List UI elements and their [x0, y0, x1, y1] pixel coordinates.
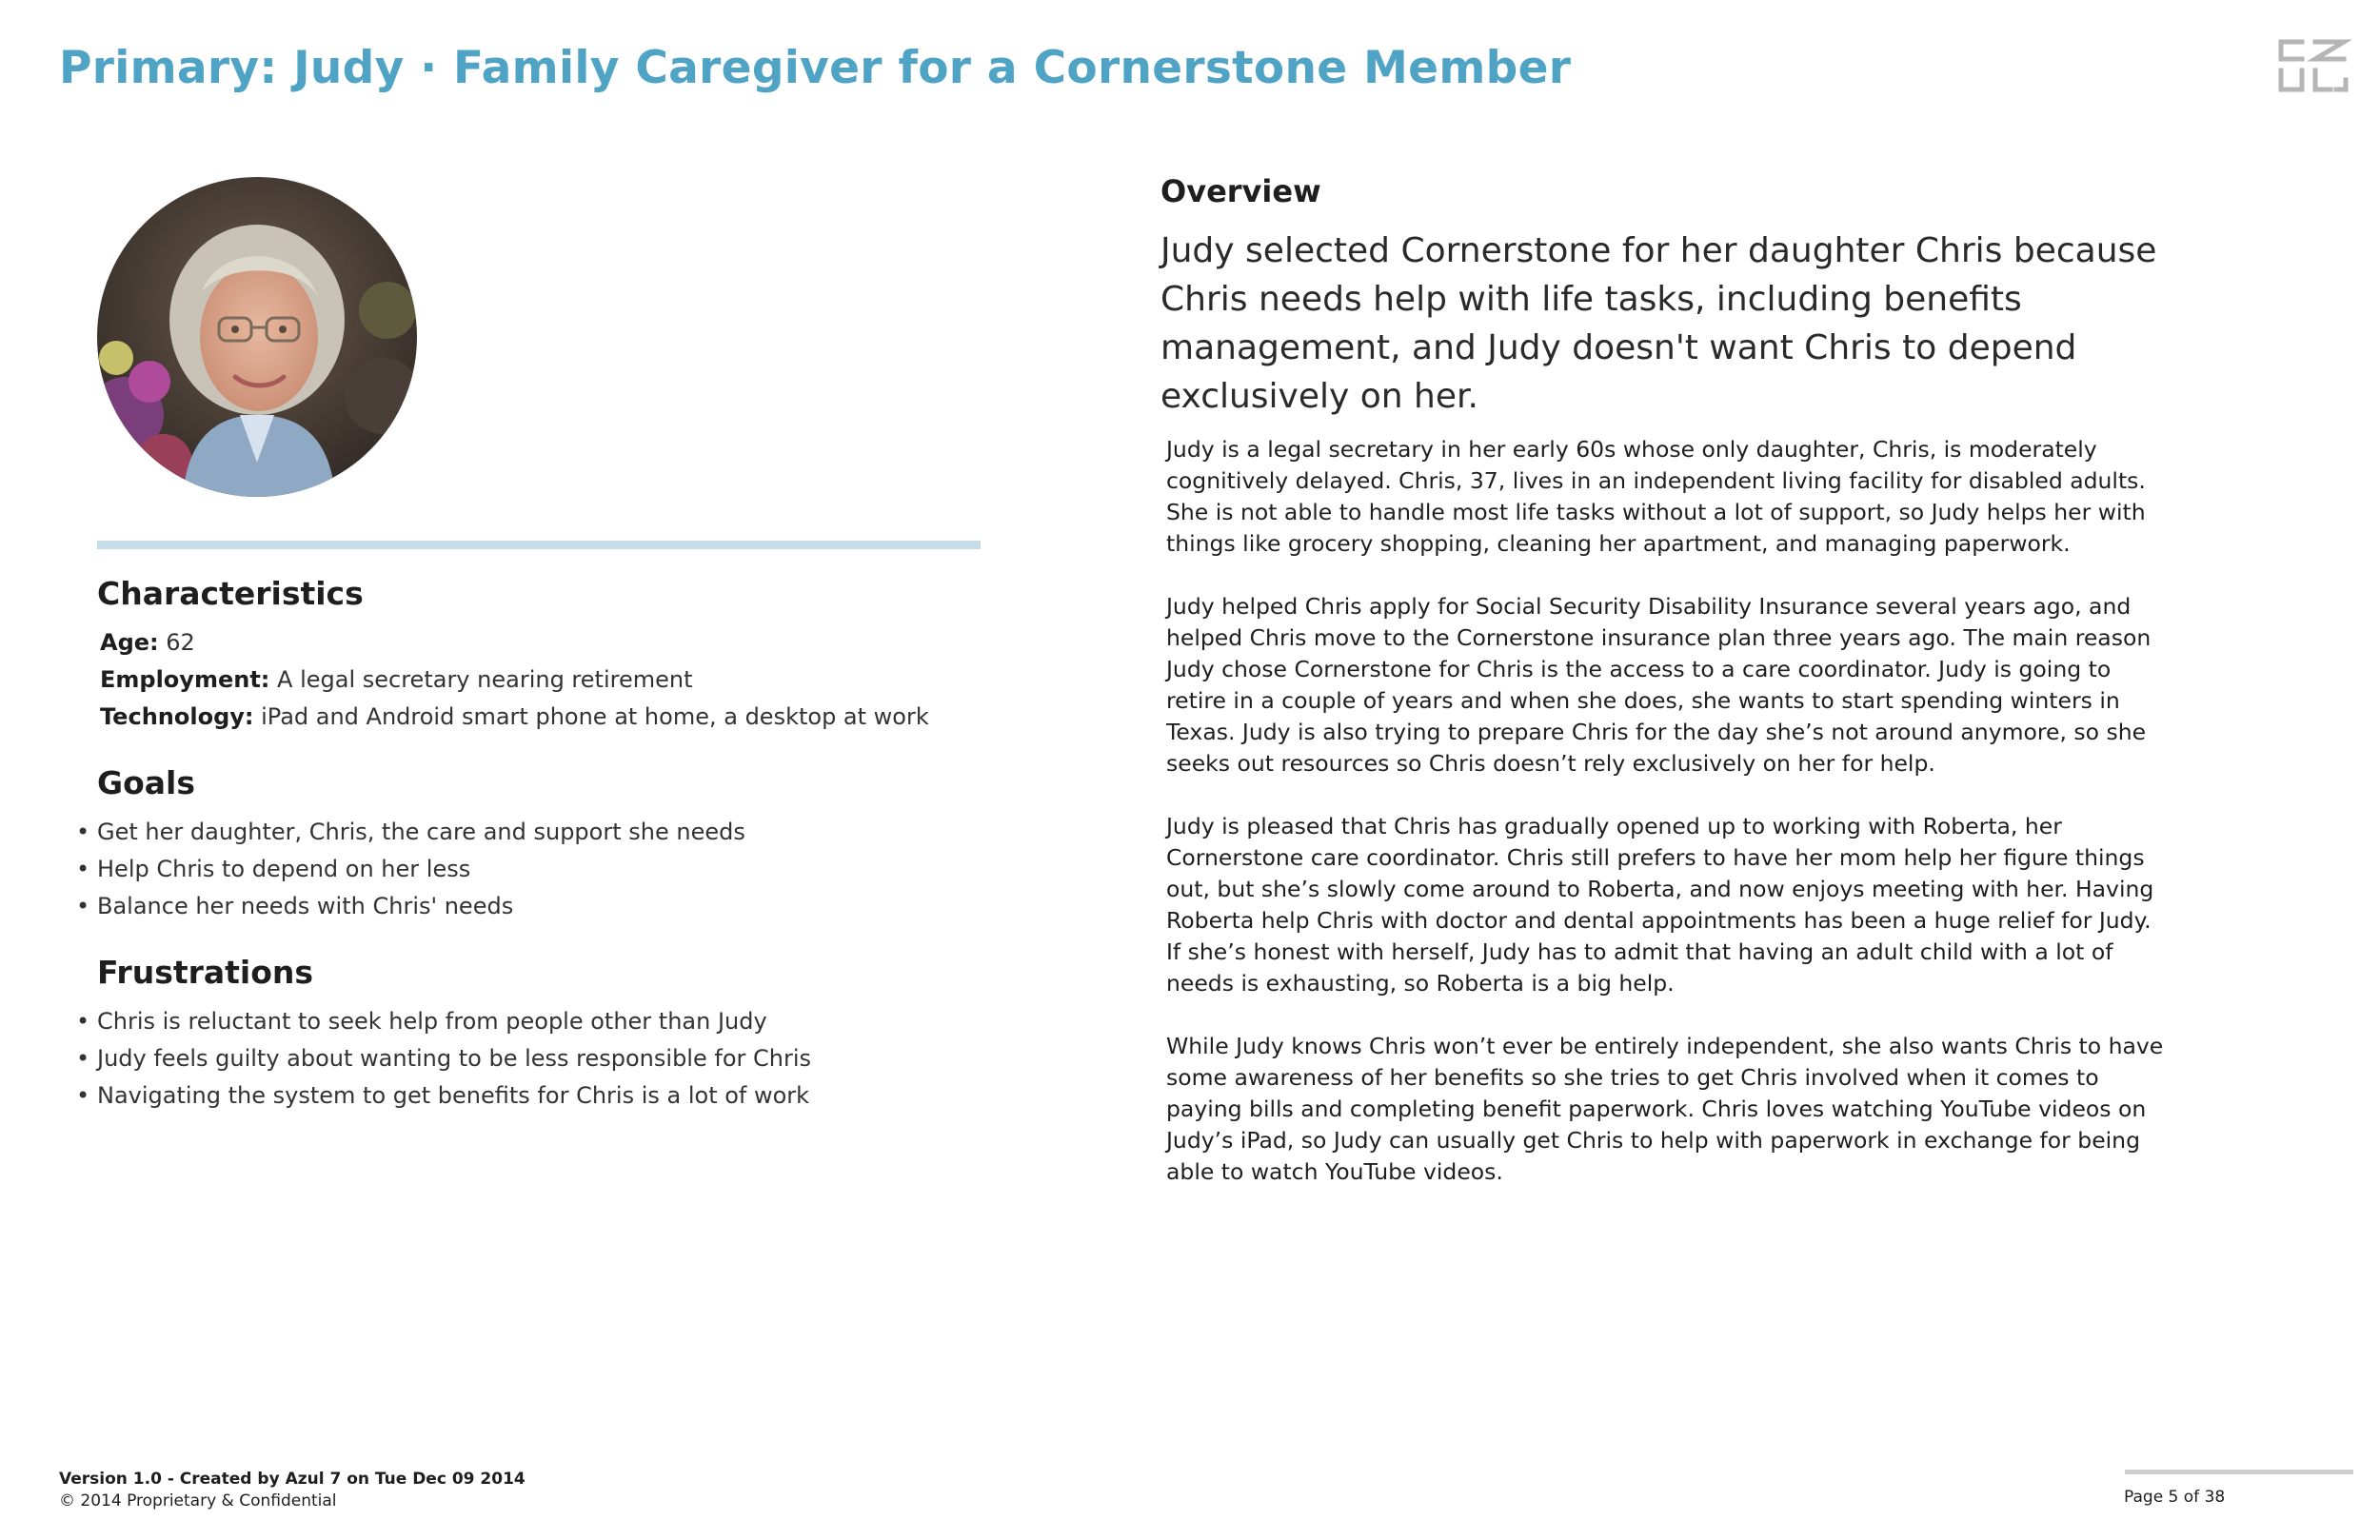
list-item [76, 1040, 1011, 1077]
list-item [76, 851, 1011, 888]
list-item [76, 1003, 1011, 1040]
technology-value: iPad and Android smart phone at home, a desktop at work [261, 703, 929, 730]
goals-list [76, 814, 1011, 925]
page-title: Primary: Judy · Family Caregiver for a Cornerstone Member [59, 42, 1572, 94]
persona-details [76, 571, 1011, 1115]
characteristics-heading: Characteristics [97, 575, 364, 612]
technology-label: Technology: [100, 703, 254, 730]
employment-value: A legal secretary nearing retirement [277, 666, 693, 693]
bullet-icon: • [76, 1082, 90, 1109]
overview-paragraph: While Judy knows Chris won’t ever be entirely independent, she also wants Chris to have some awareness of her benefits so she tries to get Chris involved when it comes to paying bills and completing benefit paperwork. Chris loves watching YouTube videos on Judy’s iPad, so Judy can usually get Chris to help with paperwork in exchange for being able to watch YouTube videos. [1166, 1033, 2164, 1185]
section-divider [97, 541, 981, 549]
persona-photo-icon [97, 177, 417, 497]
overview-paragraph: Judy is pleased that Chris has gradually opened up to working with Roberta, her Cornerstone care coordinator. Chris still prefers to have her mom help her figure things out, but she’s slowly come around to Roberta, and now enjoys meeting with her. Having Roberta help Chris with doctor and dental appointments has been a huge relief for Judy. If she’s honest with herself, Judy has to admit that having an adult child with a lot of needs is exhausting, so Roberta is a big help. [1166, 813, 2154, 997]
frustrations-heading: Frustrations [97, 954, 314, 991]
employment-row [100, 661, 1011, 699]
characteristics-list [97, 624, 1011, 736]
list-item [76, 814, 1011, 851]
bullet-icon: • [76, 893, 90, 919]
frustration-text: Chris is reluctant to seek help from people other than Judy [97, 1008, 767, 1035]
goal-text: Help Chris to depend on her less [97, 856, 471, 882]
technology-row [100, 699, 1011, 736]
page-number: Page 5 of 38 [2124, 1488, 2226, 1507]
frustration-text: Judy feels guilty about wanting to be less responsible for Chris [97, 1045, 811, 1072]
age-row [100, 624, 1011, 661]
bullet-icon: • [76, 1008, 90, 1035]
goal-text: Get her daughter, Chris, the care and support she needs [97, 819, 745, 845]
overview-paragraph: Judy helped Chris apply for Social Security Disability Insurance several years ago, and helped Chris move to the Cornerstone insurance plan three years ago. The main reason Judy chose Cornerstone for Chris is the access to a care coordinator. Judy is going to retire in a couple of years and when she does, she wants to start spending winters in Texas. Judy is also trying to prepare Chris for the day she’s not around anymore, so she seeks out resources so Chris doesn’t rely exclusively on her for help. [1166, 593, 2152, 777]
overview-heading: Overview [1160, 173, 1321, 209]
persona-photo [97, 177, 417, 497]
age-value: 62 [166, 629, 195, 656]
list-item [76, 888, 1011, 925]
copyright-text: © 2014 Proprietary & Confidential [59, 1491, 337, 1510]
overview-paragraph: Judy is a legal secretary in her early 60s whose only daughter, Chris, is moderately cognitively delayed. Chris, 37, lives in an independent living facility for disabled adults. She is not able to handle most life tasks without a lot of support, so Judy helps her with things like grocery shopping, cleaning her apartment, and managing paperwork. [1166, 436, 2146, 557]
footer-rule [2125, 1470, 2353, 1474]
goals-heading: Goals [97, 764, 195, 801]
goal-text: Balance her needs with Chris' needs [97, 893, 514, 919]
frustrations-list [76, 1003, 1011, 1115]
list-item [76, 1077, 1011, 1115]
overview-section [1160, 169, 2170, 1188]
bullet-icon: • [76, 856, 90, 882]
bullet-icon: • [76, 819, 90, 845]
overview-lead: Judy selected Cornerstone for her daughter Chris because Chris needs help with life tasks, including benefits management, and Judy doesn't want Chris to depend exclusively on her. [1160, 231, 2157, 416]
azul-7-logo-icon [2273, 36, 2351, 95]
version-text: Version 1.0 - Created by Azul 7 on Tue Dec 09 2014 [59, 1470, 526, 1489]
frustration-text: Navigating the system to get benefits for Chris is a lot of work [97, 1082, 810, 1109]
bullet-icon: • [76, 1045, 90, 1072]
age-label: Age: [100, 629, 159, 656]
footer-info [59, 1469, 526, 1512]
employment-label: Employment: [100, 666, 270, 693]
